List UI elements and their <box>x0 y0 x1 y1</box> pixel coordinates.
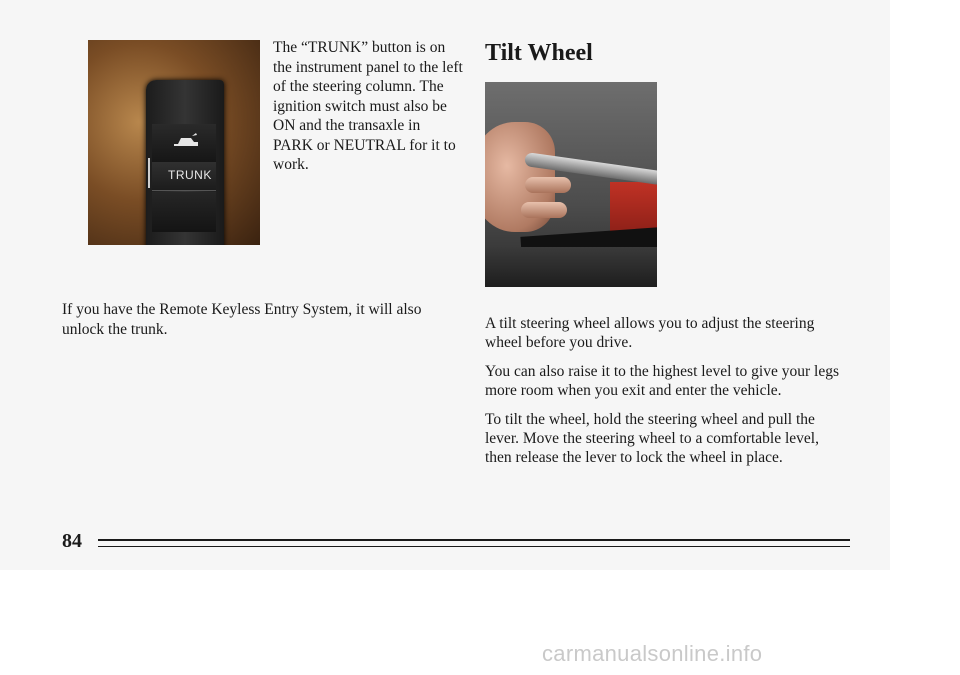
page-number: 84 <box>62 530 82 552</box>
tilt-wheel-body <box>485 314 845 477</box>
trunk-paragraph: The “TRUNK” button is on the instrument panel to the left of the steering column. The ignition switch must also be ON and the transaxle in PARK or NEUTRAL for it to work. <box>273 39 463 173</box>
section-title: Tilt Wheel <box>485 40 593 66</box>
tilt-paragraph-3: To tilt the wheel, hold the steering wheel and pull the lever. Move the steering wheel to a comfortable level, then release the lever to lock the wheel in place. <box>485 411 819 466</box>
trunk-button-label: TRUNK <box>168 168 212 182</box>
finger <box>525 177 571 193</box>
car-trunk-icon <box>172 132 200 150</box>
finger <box>521 202 567 218</box>
tilt-paragraph-2: You can also raise it to the highest level to give your legs more room when you exit and enter the vehicle. <box>485 363 840 399</box>
tilt-lever-photo <box>485 82 657 287</box>
footer-rule <box>98 539 850 541</box>
remote-keyless-paragraph: If you have the Remote Keyless Entry System, it will also unlock the trunk. <box>62 301 422 338</box>
tilt-paragraph-1: A tilt steering wheel allows you to adjust the steering wheel before you drive. <box>485 315 815 351</box>
watermark: carmanualsonline.info <box>542 641 763 666</box>
lower-switch <box>152 192 216 232</box>
dash-bottom <box>485 247 657 287</box>
footer-rule-thin <box>98 546 850 547</box>
trunk-button-photo <box>88 40 260 245</box>
switch-bracket <box>148 158 158 188</box>
